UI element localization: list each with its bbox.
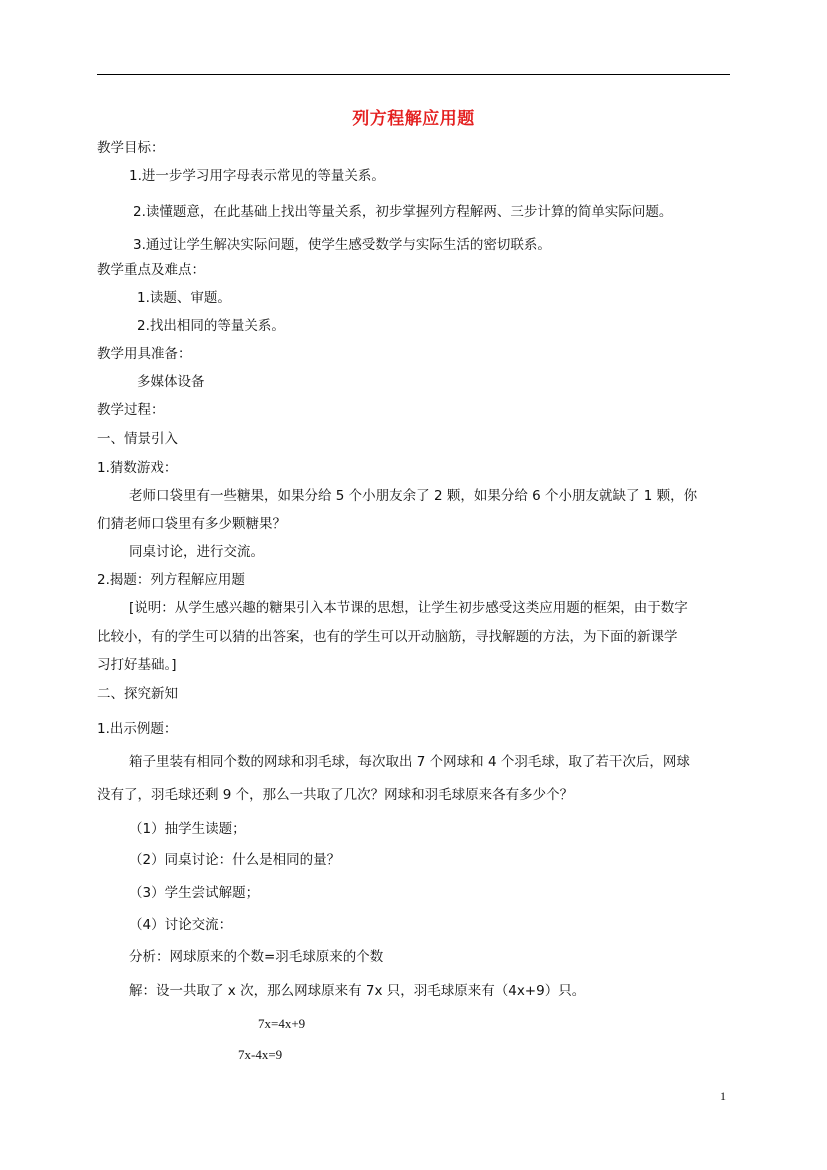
goal-1: 1.进一步学习用字母表示常见的等量关系。 — [129, 168, 385, 184]
tools-heading: 教学用具准备： — [97, 346, 192, 362]
key-point-2: 2.找出相同的等量关系。 — [137, 318, 285, 334]
paragraph-1-line-1: 老师口袋里有一些糖果，如果分给 5 个小朋友余了 2 颗，如果分给 6 个小朋友就缺了 1 颗，你 — [129, 488, 698, 504]
note-line-2: 比较小，有的学生可以猜的出答案，也有的学生可以开动脑筋，寻找解题的方法，为下面的新课学 — [97, 629, 678, 645]
section-1-item-2: 2.揭题：列方程解应用题 — [97, 572, 245, 588]
analysis-line: 分析：网球原来的个数=羽毛球原来的个数 — [129, 949, 384, 965]
section-2-item-1: 1.出示例题： — [97, 721, 178, 737]
solution-line: 解：设一共取了 x 次，那么网球原来有 7x 只，羽毛球原来有（4x+9）只。 — [129, 983, 586, 999]
example-line-1: 箱子里装有相同个数的网球和羽毛球，每次取出 7 个网球和 4 个羽毛球，取了若干次后，网球 — [129, 754, 690, 770]
header-rule — [97, 74, 730, 75]
step-2: （2）同桌讨论：什么是相同的量？ — [129, 852, 341, 868]
equation-1: 7x=4x+9 — [258, 1016, 306, 1031]
section-1-heading: 一、情景引入 — [97, 431, 178, 447]
goals-heading: 教学目标： — [97, 140, 165, 156]
process-heading: 教学过程： — [97, 402, 165, 418]
step-3: （3）学生尝试解题； — [129, 885, 260, 901]
section-2-heading: 二、探究新知 — [97, 686, 178, 702]
section-1-item-1: 1.猜数游戏： — [97, 460, 178, 476]
equation-2: 7x-4x=9 — [238, 1047, 283, 1062]
key-points-heading: 教学重点及难点： — [97, 262, 205, 278]
goal-2: 2.读懂题意，在此基础上找出等量关系，初步掌握列方程解两、三步计算的简单实际问题。 — [133, 204, 673, 220]
goal-3: 3.通过让学生解决实际问题，使学生感受数学与实际生活的密切联系。 — [133, 237, 551, 253]
key-point-1: 1.读题、审题。 — [137, 290, 231, 306]
step-1: （1）抽学生读题； — [129, 821, 246, 837]
page-number: 1 — [720, 1089, 726, 1103]
paragraph-2: 同桌讨论，进行交流。 — [129, 544, 264, 560]
document-title: 列方程解应用题 — [352, 109, 475, 129]
note-line-3: 习打好基础。] — [97, 657, 177, 673]
step-4: （4）讨论交流： — [129, 917, 233, 933]
tools-item: 多媒体设备 — [137, 374, 205, 390]
example-line-2: 没有了，羽毛球还剩 9 个，那么一共取了几次？网球和羽毛球原来各有多少个？ — [97, 787, 574, 803]
paragraph-1-line-2: 们猜老师口袋里有多少颗糖果？ — [97, 516, 286, 532]
note-line-1: [说明：从学生感兴趣的糖果引入本节课的思想，让学生初步感受这类应用题的框架，由于数字 — [129, 600, 688, 616]
